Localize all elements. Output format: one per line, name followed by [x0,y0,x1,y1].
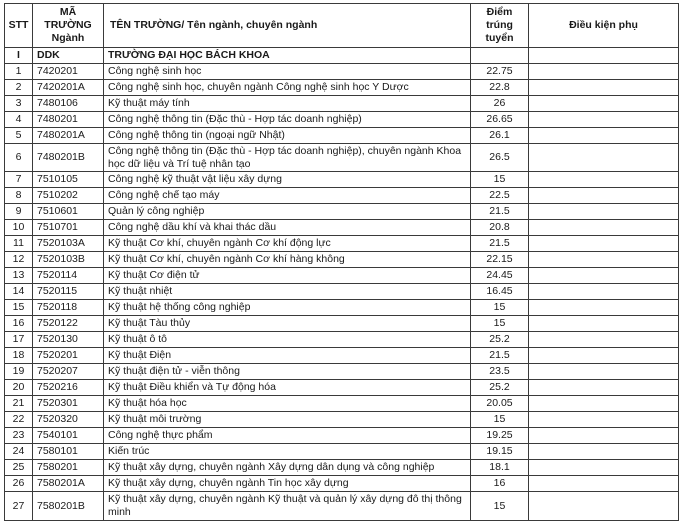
cell-code: 7520207 [33,364,104,380]
table-row [5,252,679,268]
cell-code: 7520122 [33,316,104,332]
table-row [5,127,679,143]
cell-stt: 9 [5,204,33,220]
cell-stt: 18 [5,348,33,364]
cell-stt: 5 [5,127,33,143]
cell-name: Kỹ thuật Điện [104,348,471,364]
table-row [5,204,679,220]
cell-score: 26.1 [471,127,529,143]
cell-name: Kỹ thuật Điều khiển và Tự động hóa [104,380,471,396]
cell-stt: 1 [5,63,33,79]
cell-stt: 10 [5,220,33,236]
cell-stt: 13 [5,268,33,284]
cell-score: 25.2 [471,380,529,396]
cell-code: 7480201A [33,127,104,143]
cell-condition [529,412,679,428]
cell-stt: 19 [5,364,33,380]
table-row [5,111,679,127]
cell-condition [529,220,679,236]
table-row [5,188,679,204]
cell-condition [529,428,679,444]
table-row [5,396,679,412]
cell-name: Kỹ thuật Cơ khí, chuyên ngành Cơ khí hàng không [104,252,471,268]
cell-condition [529,236,679,252]
table-row [5,220,679,236]
cell-condition [529,476,679,492]
table-row [5,236,679,252]
cell-score: 24.45 [471,268,529,284]
cell-stt: 14 [5,284,33,300]
cell-code: 7540101 [33,428,104,444]
cell-name: Kỹ thuật máy tính [104,95,471,111]
table-row [5,284,679,300]
cell-condition [529,300,679,316]
header-code: MÃ TRƯỜNG Ngành [33,4,104,48]
cell-condition [529,348,679,364]
table-row [5,316,679,332]
cell-code: DDK [33,48,104,64]
cell-score: 19.15 [471,444,529,460]
cell-condition [529,204,679,220]
cell-stt: I [5,48,33,64]
cell-stt: 12 [5,252,33,268]
cell-score: 15 [471,316,529,332]
cell-score: 20.8 [471,220,529,236]
cell-name: Công nghệ kỹ thuật vật liệu xây dựng [104,172,471,188]
table-row [5,332,679,348]
cell-score: 22.15 [471,252,529,268]
table-row [5,492,679,521]
table-row [5,364,679,380]
cell-name: Công nghệ dầu khí và khai thác dầu [104,220,471,236]
cell-stt: 15 [5,300,33,316]
table-row [5,476,679,492]
cell-stt: 16 [5,316,33,332]
cell-code: 7520216 [33,380,104,396]
cell-code: 7480201 [33,111,104,127]
cell-condition [529,63,679,79]
cell-score: 22.75 [471,63,529,79]
cell-condition [529,95,679,111]
cell-name: Kỹ thuật điện tử - viễn thông [104,364,471,380]
cell-code: 7520301 [33,396,104,412]
cell-stt: 11 [5,236,33,252]
admission-score-table [4,3,679,521]
cell-stt: 23 [5,428,33,444]
cell-score: 20.05 [471,396,529,412]
cell-code: 7510701 [33,220,104,236]
cell-code: 7520103A [33,236,104,252]
table-header [5,4,679,48]
table-row [5,143,679,172]
cell-code: 7480201B [33,143,104,172]
cell-score [471,48,529,64]
cell-code: 7520103B [33,252,104,268]
cell-condition [529,284,679,300]
table-row [5,172,679,188]
cell-name: Kỹ thuật Cơ khí, chuyên ngành Cơ khí động lực [104,236,471,252]
cell-condition [529,460,679,476]
header-name: TÊN TRƯỜNG/ Tên ngành, chuyên ngành [104,4,471,48]
cell-code: 7510601 [33,204,104,220]
cell-code: 7580201B [33,492,104,521]
cell-score: 25.2 [471,332,529,348]
cell-code: 7580201A [33,476,104,492]
cell-condition [529,111,679,127]
cell-stt: 21 [5,396,33,412]
cell-stt: 17 [5,332,33,348]
cell-code: 7520115 [33,284,104,300]
cell-condition [529,252,679,268]
table-row [5,412,679,428]
cell-score: 26.5 [471,143,529,172]
cell-condition [529,396,679,412]
cell-score: 16 [471,476,529,492]
cell-score: 15 [471,172,529,188]
cell-name: Kỹ thuật hóa học [104,396,471,412]
table-row [5,95,679,111]
cell-code: 7520114 [33,268,104,284]
cell-score: 22.8 [471,79,529,95]
cell-condition [529,79,679,95]
table-row [5,300,679,316]
cell-code: 7510105 [33,172,104,188]
cell-code: 7580201 [33,460,104,476]
cell-name: Kỹ thuật hệ thống công nghiệp [104,300,471,316]
cell-score: 16.45 [471,284,529,300]
cell-stt: 6 [5,143,33,172]
cell-code: 7520118 [33,300,104,316]
cell-stt: 25 [5,460,33,476]
cell-code: 7520130 [33,332,104,348]
cell-name: Quản lý công nghiệp [104,204,471,220]
cell-name: TRƯỜNG ĐẠI HỌC BÁCH KHOA [104,48,471,64]
table-body [5,48,679,521]
table-row [5,348,679,364]
cell-stt: 7 [5,172,33,188]
cell-condition [529,268,679,284]
cell-condition [529,380,679,396]
cell-stt: 26 [5,476,33,492]
header-row [5,4,679,48]
table-row [5,380,679,396]
cell-stt: 2 [5,79,33,95]
cell-name: Công nghệ thông tin (Đặc thù - Hợp tác doanh nghiệp) [104,111,471,127]
cell-stt: 20 [5,380,33,396]
cell-score: 23.5 [471,364,529,380]
table-row [5,460,679,476]
cell-condition [529,143,679,172]
table-row [5,444,679,460]
cell-score: 22.5 [471,188,529,204]
cell-code: 7480106 [33,95,104,111]
cell-score: 15 [471,412,529,428]
table-row [5,79,679,95]
cell-name: Công nghệ thực phẩm [104,428,471,444]
cell-stt: 24 [5,444,33,460]
cell-stt: 27 [5,492,33,521]
cell-score: 15 [471,492,529,521]
cell-code: 7520201 [33,348,104,364]
cell-name: Công nghệ thông tin (Đặc thù - Hợp tác doanh nghiệp), chuyên ngành Khoa học dữ liệu và Trí tuệ nhân tạo [104,143,471,172]
header-score: Điểm trúng tuyển [471,4,529,48]
cell-code: 7420201A [33,79,104,95]
table-row [5,63,679,79]
cell-score: 26.65 [471,111,529,127]
cell-condition [529,444,679,460]
header-stt: STT [5,4,33,48]
cell-condition [529,127,679,143]
cell-condition [529,188,679,204]
cell-score: 26 [471,95,529,111]
cell-code: 7580101 [33,444,104,460]
cell-code: 7510202 [33,188,104,204]
cell-condition [529,364,679,380]
table-row [5,268,679,284]
cell-condition [529,332,679,348]
cell-name: Kỹ thuật xây dựng, chuyên ngành Tin học xây dựng [104,476,471,492]
cell-name: Kỹ thuật xây dựng, chuyên ngành Xây dựng dân dụng và công nghiệp [104,460,471,476]
cell-name: Công nghệ chế tạo máy [104,188,471,204]
cell-name: Kỹ thuật xây dựng, chuyên ngành Kỹ thuật và quản lý xây dựng đô thị thông minh [104,492,471,521]
cell-score: 21.5 [471,236,529,252]
cell-name: Kỹ thuật ô tô [104,332,471,348]
cell-condition [529,48,679,64]
cell-score: 19.25 [471,428,529,444]
cell-name: Công nghệ sinh học, chuyên ngành Công nghệ sinh học Y Dược [104,79,471,95]
group-row [5,48,679,64]
cell-name: Kỹ thuật Tàu thủy [104,316,471,332]
cell-name: Công nghệ thông tin (ngoại ngữ Nhật) [104,127,471,143]
cell-condition [529,492,679,521]
cell-score: 21.5 [471,348,529,364]
cell-name: Kiến trúc [104,444,471,460]
cell-score: 18.1 [471,460,529,476]
cell-name: Kỹ thuật môi trường [104,412,471,428]
cell-condition [529,316,679,332]
cell-condition [529,172,679,188]
cell-code: 7420201 [33,63,104,79]
cell-stt: 8 [5,188,33,204]
cell-code: 7520320 [33,412,104,428]
header-condition: Điều kiện phụ [529,4,679,48]
cell-stt: 22 [5,412,33,428]
table-row [5,428,679,444]
cell-score: 21.5 [471,204,529,220]
cell-stt: 3 [5,95,33,111]
cell-name: Công nghệ sinh học [104,63,471,79]
cell-name: Kỹ thuật nhiệt [104,284,471,300]
cell-name: Kỹ thuật Cơ điện tử [104,268,471,284]
cell-stt: 4 [5,111,33,127]
cell-score: 15 [471,300,529,316]
